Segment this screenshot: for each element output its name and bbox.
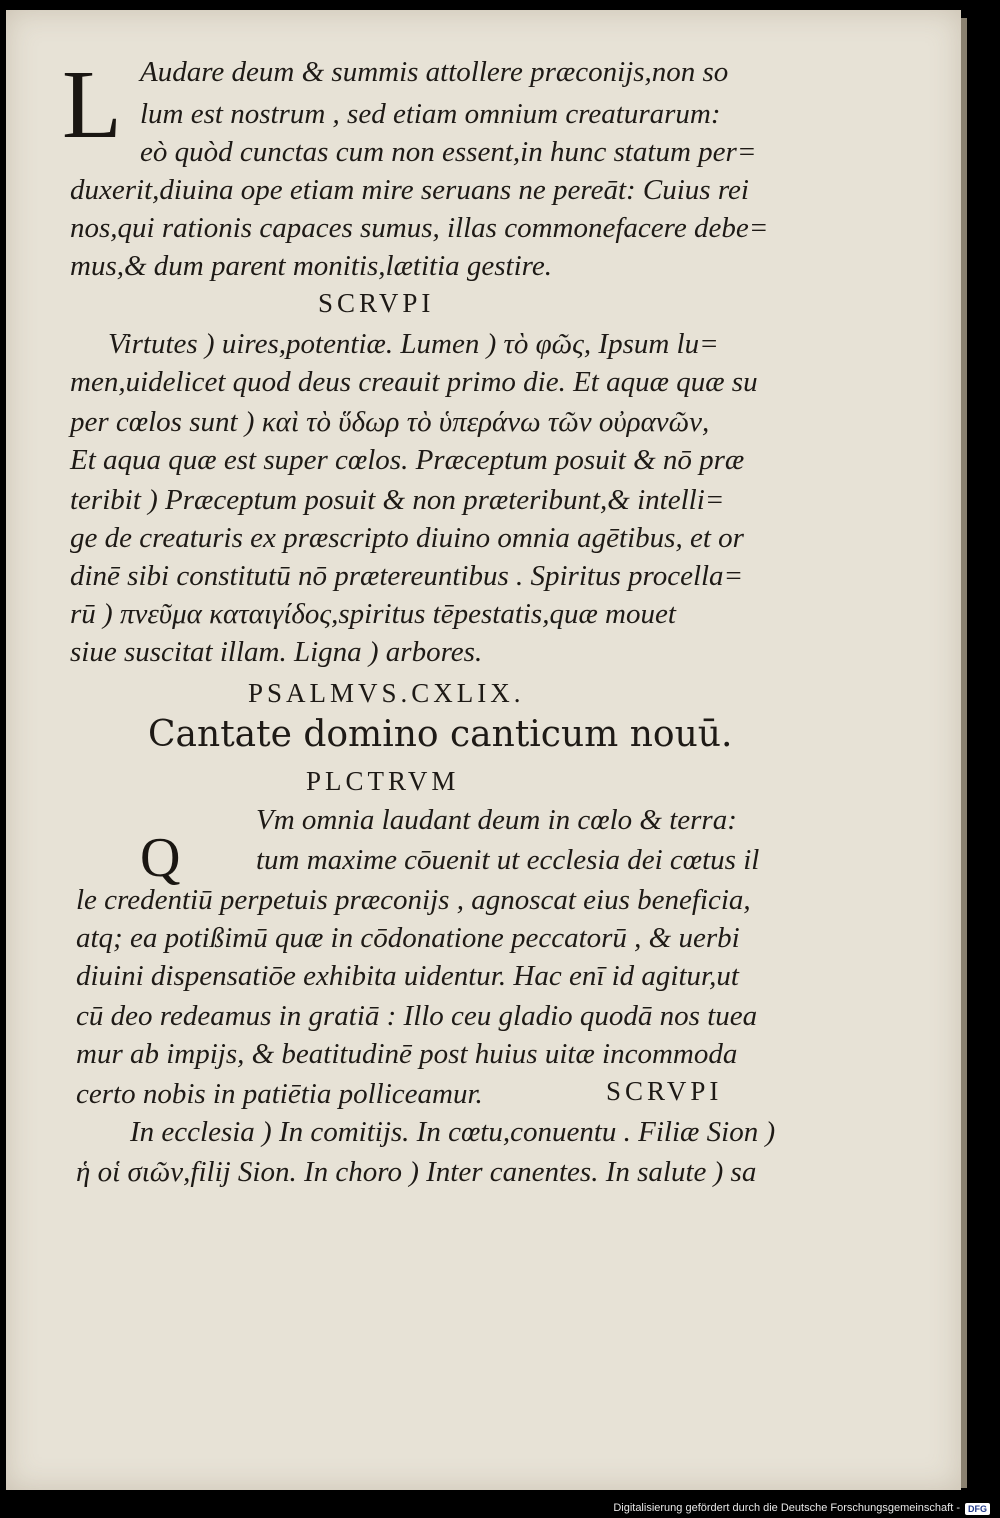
paragraph-4-line-2: ἡ οἱ σιῶν,filij Sion. In choro ) Inter canentes. In salute ) sa xyxy=(76,1156,757,1188)
paragraph-1-line-2: lum est nostrum , sed etiam omnium creaturarum: xyxy=(140,98,721,130)
page-edge xyxy=(961,18,967,1488)
digitization-credit: Digitalisierung gefördert durch die Deutsche Forschungsgemeinschaft - xyxy=(613,1502,960,1514)
paragraph-2-line-6: ge de creaturis ex præscripto diuino omnia agētibus, et or xyxy=(70,522,744,554)
paragraph-2-line-3: per cœlos sunt ) καὶ τὸ ὕδωρ τὸ ὑπεράνω τῶν οὐρανῶν, xyxy=(70,406,710,438)
paragraph-3-line-5: diuini dispensatiōe exhibita uidentur. Hac enī id agitur,ut xyxy=(76,960,739,992)
psalm-title: Cantate domino canticum nouū. xyxy=(148,714,733,755)
heading-scrvpi-2: SCRVPI xyxy=(606,1076,723,1106)
paragraph-2-line-1: Virtutes ) uires,potentiæ. Lumen ) τὸ φῶς, Ipsum lu= xyxy=(108,328,719,360)
paragraph-3-line-6: cū deo redeamus in gratiā : Illo ceu gladio quodā nos tuea xyxy=(76,1000,758,1032)
paragraph-3-line-3: le credentiū perpetuis præconijs , agnoscat eius beneficia, xyxy=(76,884,751,916)
paragraph-3-line-8: certo nobis in patiētia polliceamur. xyxy=(76,1078,483,1110)
paragraph-3-line-4: atq; ea potißimū quæ in cōdonatione peccatorū , & uerbi xyxy=(76,922,740,954)
dfg-logo: DFG xyxy=(965,1503,990,1515)
paragraph-4-line-1: In ecclesia ) In comitijs. In cœtu,conuentu . Filiæ Sion ) xyxy=(130,1116,776,1148)
paragraph-1-line-5: nos,qui rationis capaces sumus, illas commonefacere debe= xyxy=(70,212,769,244)
drop-cap-l: L xyxy=(62,51,122,159)
psalm-heading: PSALMVS.CXLIX. xyxy=(248,678,525,708)
paragraph-2-line-2: men,uidelicet quod deus creauit primo die. Et aquæ quæ su xyxy=(70,366,758,398)
paragraph-1-line-3: eò quòd cunctas cum non essent,in hunc statum per= xyxy=(140,136,757,168)
drop-cap-q: Q xyxy=(140,827,181,889)
heading-scrvpi-1: SCRVPI xyxy=(318,288,435,318)
paragraph-2-line-7: dinē sibi constitutū nō prætereuntibus . Spiritus procella= xyxy=(70,560,744,592)
paragraph-2-line-8: rū ) πνεῦμα καταιγίδος,spiritus tēpestatis,quæ mouet xyxy=(70,598,676,630)
paragraph-3-line-1: Vm omnia laudant deum in cœlo & terra: xyxy=(256,804,737,836)
paragraph-3-line-7: mur ab impijs, & beatitudinē post huius uitæ incommoda xyxy=(76,1038,738,1070)
heading-plctrvm: PLCTRVM xyxy=(306,766,460,796)
paragraph-3-line-2: tum maxime cōuenit ut ecclesia dei cœtus il xyxy=(256,844,760,876)
paragraph-1-line-6: mus,& dum parent monitis,lætitia gestire. xyxy=(70,250,552,282)
paragraph-2-line-4: Et aqua quæ est super cœlos. Præceptum posuit & nō præ xyxy=(70,444,745,476)
paragraph-2-line-5: teribit ) Præceptum posuit & non præteribunt,& intelli= xyxy=(70,484,725,516)
paragraph-2-line-9: siue suscitat illam. Ligna ) arbores. xyxy=(70,636,483,668)
paragraph-1-line-1: Audare deum & summis attollere præconijs,non so xyxy=(140,56,729,88)
paragraph-1-line-4: duxerit,diuina ope etiam mire seruans ne pereāt: Cuius rei xyxy=(70,174,749,206)
